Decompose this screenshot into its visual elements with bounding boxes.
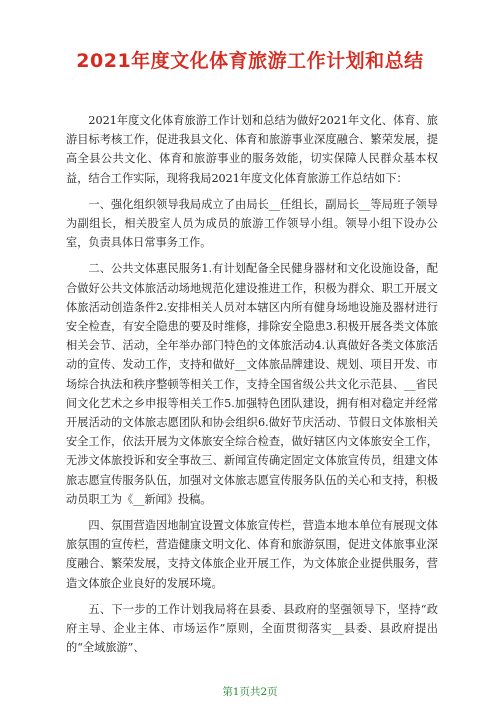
paragraph-section-5: 五、下一步的工作计划我局将在县委、县政府的坚强领导下，坚持“政府主导、企业主体、市场运作”原则，全面贯彻落实__县委、县政府提出的“全域旅游”、 bbox=[66, 602, 438, 655]
paragraph-intro: 2021年度文化体育旅游工作计划和总结为做好2021年文化、体育、旅游目标考核工作，促进我县文化、体育和旅游事业深度融合、繁荣发展，提高全县公共文化、体育和旅游事业的服务效能，切实保障人民群众基本权益，结合工作实际，现将我局2021年度文化体育旅游工作总结如下： bbox=[66, 114, 438, 185]
paragraph-section-4: 四、氛围营造因地制宜设置文体旅宣传栏，营造本地本单位有展现文体旅氛围的宣传栏，营造健康文明文化、体育和旅游氛围，促进文体旅事业深度融合、繁荣发展，支持文体旅企业开展工作，为文体旅企业提供服务，营造文体旅企业良好的发展环境。 bbox=[66, 519, 438, 590]
document-title: 2021年度文化体育旅游工作计划和总结 bbox=[76, 50, 424, 72]
page-number: 第1页共2页 bbox=[222, 686, 278, 698]
document-body bbox=[66, 111, 438, 664]
paragraph-section-1: 一、强化组织领导我局成立了由局长__任组长，副局长__等局班子领导为副组长，相关股室人员为成员的旅游工作领导小组。领导小组下设办公室，负责具体日常事务工作。 bbox=[66, 197, 438, 250]
paragraph-section-2: 二、公共文体惠民服务1.有计划配备全民健身器材和文化设施设备，配合做好公共文体旅活动场地规范化建设推进工作，积极为群众、职工开展文体旅活动创造条件2.安排相关人员对本辖区内所有健身场地设施及器材进行安全检查，有安全隐患的要及时维修，排除安全隐患3.积极开展各类文体旅相关会节、活动，全年举办部门特色的文体旅活动4.认真做好各类文体旅活动的宣传、发动工作，支持和做好__文体旅品牌建设、规划、项目开发、市场综合执法和秩序整顿等相关工作，支持全国省级公共文化示范县、__省民间文化艺术之乡申报等相关工作5.加强特色团队建设，拥有相对稳定并经常开展活动的文体旅志愿团队和协会组织6.做好节庆活动、节假日文体旅相关安全工作，依法开展为文体旅安全综合检查，做好辖区内文体旅安全工作，无涉文体旅投诉和安全事故三、新闻宣传确定固定文体旅宣传员，组建文体旅志愿宣传服务队伍，加强对文体旅志愿宣传服务队伍的关心和支持，积极动员职工为《__新闻》投稿。 bbox=[66, 262, 438, 506]
